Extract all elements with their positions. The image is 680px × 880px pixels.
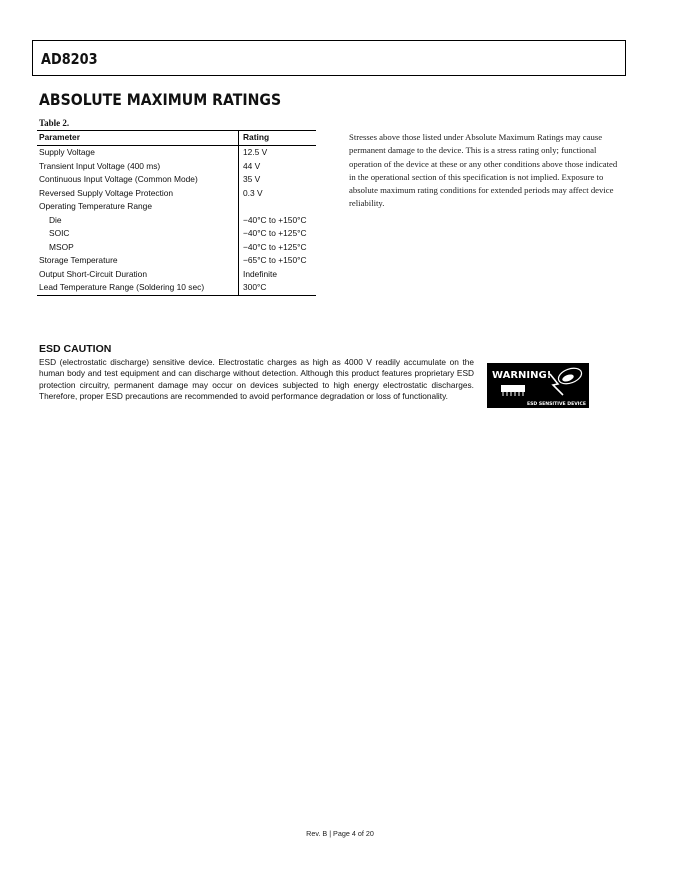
warning-label: WARNING!	[492, 370, 552, 381]
header-box	[32, 40, 626, 76]
table-row	[37, 200, 316, 214]
section-title: ABSOLUTE MAXIMUM RATINGS	[39, 90, 282, 109]
esd-sensitive-device-label: ESD SENSITIVE DEVICE	[526, 402, 586, 407]
column-header-rating: Rating	[239, 131, 317, 146]
rating-cell: 300°C	[239, 281, 317, 295]
param-cell: Supply Voltage	[39, 147, 95, 157]
esd-caution-title: ESD CAUTION	[39, 343, 112, 355]
rating-cell: −40°C to +125°C	[239, 227, 317, 241]
rating-cell: −40°C to +125°C	[239, 241, 317, 255]
param-cell: Storage Temperature	[39, 255, 118, 265]
table-caption: Table 2.	[39, 118, 70, 128]
page-footer: Rev. B | Page 4 of 20	[306, 829, 374, 838]
param-cell: Die	[49, 214, 62, 225]
table-row	[37, 146, 316, 160]
param-cell: SOIC	[49, 228, 70, 238]
param-cell: Transient Input Voltage (400 ms)	[39, 160, 161, 171]
param-cell: MSOP	[49, 241, 74, 252]
esd-warning-icon	[487, 363, 589, 408]
param-cell: Lead Temperature Range (Soldering 10 sec)	[37, 281, 239, 295]
param-cell: Reversed Supply Voltage Protection	[39, 187, 174, 198]
table-row	[37, 214, 316, 228]
rating-cell: 44 V	[239, 160, 317, 174]
document-title: AD8203	[41, 50, 98, 68]
table-header-row	[37, 131, 316, 146]
table-row	[37, 173, 316, 187]
ratings-table	[37, 130, 316, 296]
table-row	[37, 254, 316, 268]
table-row	[37, 160, 316, 174]
param-cell: Output Short-Circuit Duration	[39, 268, 147, 279]
rating-cell: 12.5 V	[239, 146, 317, 160]
table-row	[37, 187, 316, 201]
param-cell: Operating Temperature Range	[39, 201, 152, 211]
table-row	[37, 268, 316, 282]
rating-cell: −65°C to +150°C	[239, 254, 317, 268]
rating-cell: Indefinite	[239, 268, 317, 282]
column-header-parameter: Parameter	[37, 131, 239, 146]
esd-caution-text: ESD (electrostatic discharge) sensitive device. Electrostatic charges as high as 4000 V readily accumulate on the human body and test equipment and can discharge without detection. Although this product features proprietary ESD protection circuitry, permanent damage may occur on devices subjected to high energy electrostatic discharges. Therefore, proper ESD precautions are recommended to avoid performance degradation or loss of functionality.	[39, 357, 474, 401]
rating-cell: −40°C to +150°C	[239, 214, 317, 228]
rating-cell: 35 V	[239, 173, 317, 187]
table-row	[37, 241, 316, 255]
stress-note: Stresses above those listed under Absolute Maximum Ratings may cause permanent damage to the device. This is a stress rating only; functional operation of the device at these or any other conditions above those indicated in the operational section of this specification is not implied. Exposure to absolute maximum rating conditions for extended periods may affect device reliability.	[349, 132, 618, 209]
esd-warning-badge	[487, 363, 589, 408]
rating-cell	[239, 200, 317, 214]
table-row	[37, 227, 316, 241]
param-cell: Continuous Input Voltage (Common Mode)	[39, 174, 198, 184]
rating-cell: 0.3 V	[239, 187, 317, 201]
table-row	[37, 281, 316, 295]
